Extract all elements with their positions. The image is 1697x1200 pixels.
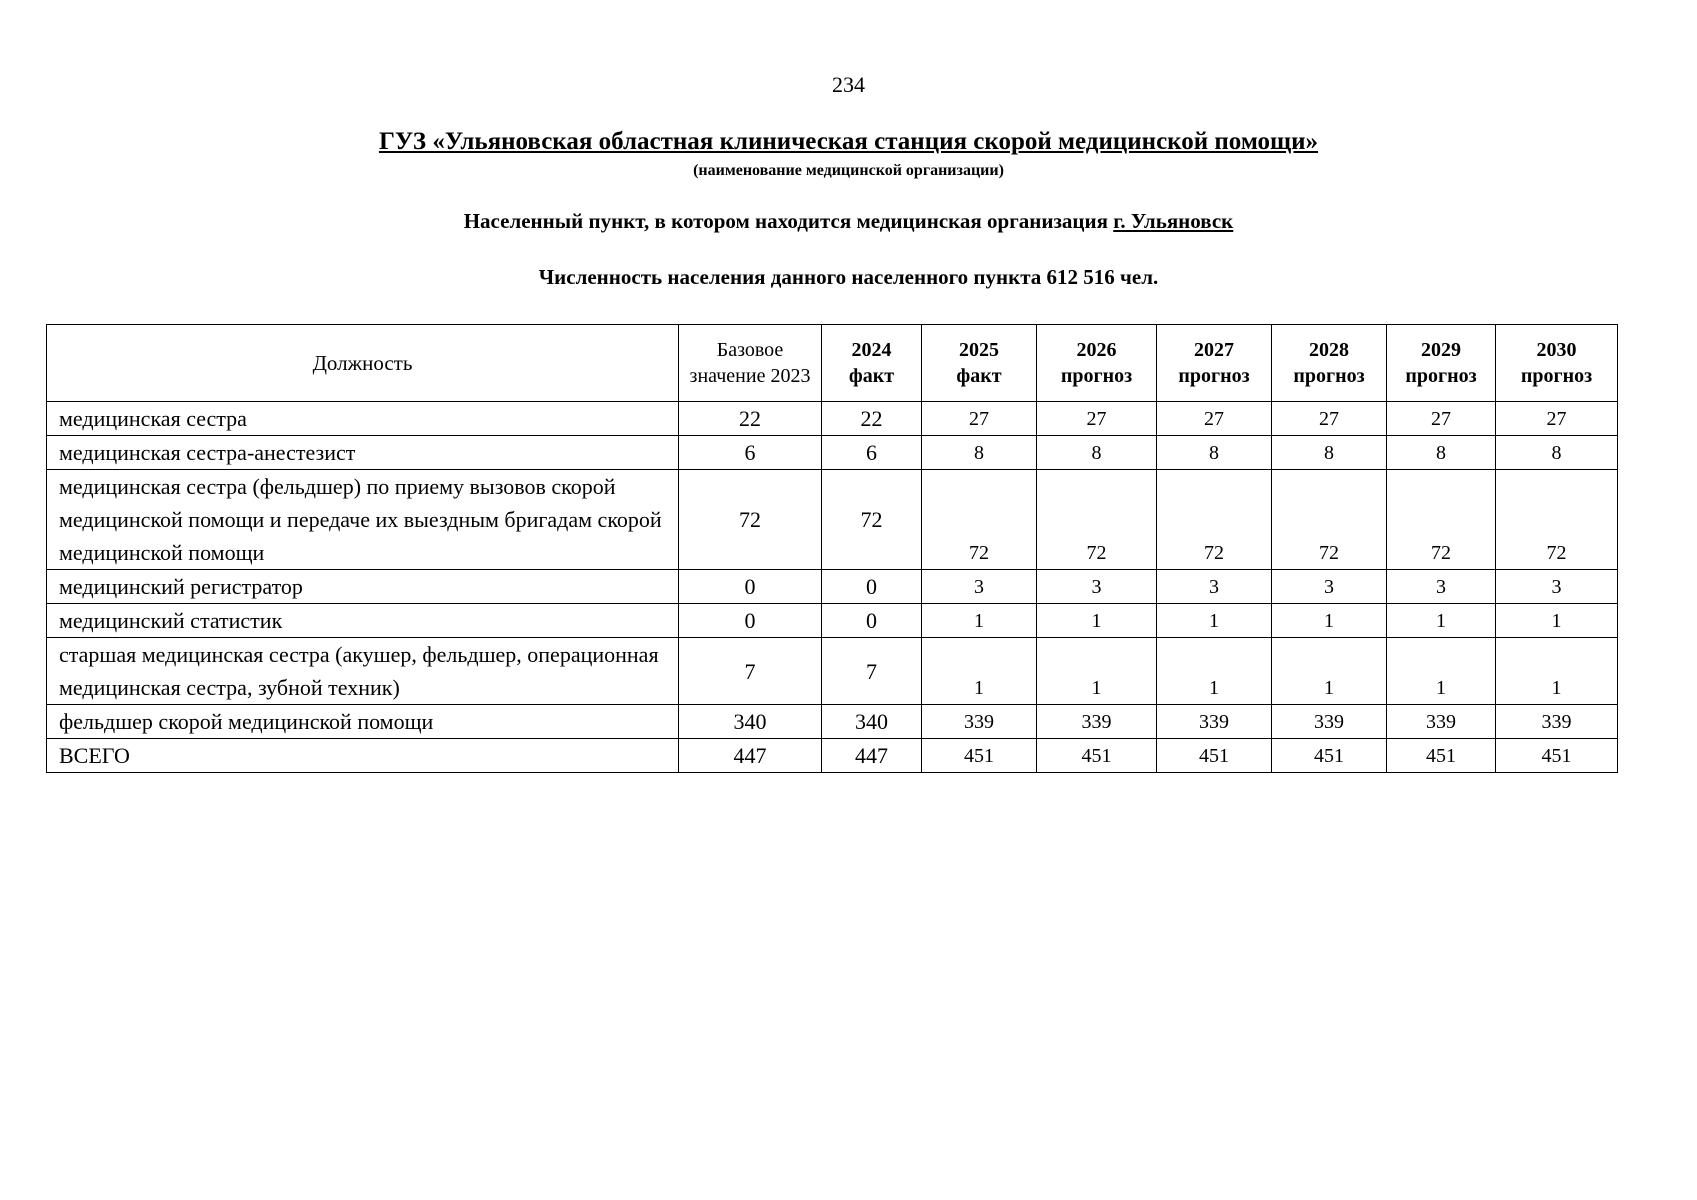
value-cell-y2030: 1 [1496,638,1618,705]
value-cell-y2024: 0 [822,604,922,638]
value-cell-y2026: 451 [1037,739,1157,773]
header-year-2024: 2024 факт [822,325,922,402]
locality-line [0,209,1697,234]
value-cell-y2030: 339 [1496,705,1618,739]
value-cell-y2028: 27 [1272,402,1387,436]
value-cell-y2026: 339 [1037,705,1157,739]
value-cell-base: 72 [679,470,822,570]
value-cell-y2024: 72 [822,470,922,570]
header-year-2030: 2030 прогноз [1496,325,1618,402]
organization-caption: (наименование медицинской организации) [693,162,1004,179]
value-cell-y2028: 3 [1272,570,1387,604]
value-cell-y2028: 1 [1272,604,1387,638]
value-cell-y2025: 339 [922,705,1037,739]
position-label: медицинский статистик [47,604,679,638]
value-cell-y2030: 27 [1496,402,1618,436]
locality-label: Населенный пункт, в котором находится медицинская организация [463,209,1108,233]
value-cell-y2028: 8 [1272,436,1387,470]
value-cell-base: 7 [679,638,822,705]
value-cell-y2029: 1 [1387,604,1496,638]
value-cell-y2027: 339 [1157,705,1272,739]
value-cell-y2025: 8 [922,436,1037,470]
header-position: Должность [47,325,679,402]
staff-table [46,324,1618,773]
header-base-value: Базовое значение 2023 [679,325,822,402]
value-cell-y2026: 1 [1037,638,1157,705]
value-cell-y2029: 72 [1387,470,1496,570]
value-cell-y2024: 6 [822,436,922,470]
value-cell-y2024: 447 [822,739,922,773]
position-label: медицинский регистратор [47,570,679,604]
value-cell-y2026: 27 [1037,402,1157,436]
table-row [47,402,1618,436]
value-cell-y2027: 1 [1157,604,1272,638]
table-row [47,436,1618,470]
header-year-2025: 2025 факт [922,325,1037,402]
value-cell-base: 340 [679,705,822,739]
table-row [47,604,1618,638]
value-cell-y2027: 451 [1157,739,1272,773]
table-row [47,570,1618,604]
value-cell-y2027: 1 [1157,638,1272,705]
value-cell-y2025: 1 [922,604,1037,638]
value-cell-y2027: 3 [1157,570,1272,604]
value-cell-y2029: 27 [1387,402,1496,436]
header-year-2027: 2027 прогноз [1157,325,1272,402]
value-cell-base: 0 [679,570,822,604]
value-cell-y2030: 8 [1496,436,1618,470]
value-cell-y2030: 72 [1496,470,1618,570]
organization-title [0,128,1697,156]
value-cell-y2026: 1 [1037,604,1157,638]
value-cell-y2030: 451 [1496,739,1618,773]
position-label: медицинская сестра [47,402,679,436]
value-cell-y2024: 7 [822,638,922,705]
value-cell-y2028: 1 [1272,638,1387,705]
position-label: медицинская сестра (фельдшер) по приему вызовов скорой медицинской помощи и передаче их выездным бригадам скорой медицинской помощи [47,470,679,570]
value-cell-y2024: 22 [822,402,922,436]
value-cell-base: 0 [679,604,822,638]
value-cell-y2029: 1 [1387,638,1496,705]
value-cell-base: 447 [679,739,822,773]
table-row [47,739,1618,773]
table-row [47,638,1618,705]
value-cell-base: 22 [679,402,822,436]
value-cell-y2029: 451 [1387,739,1496,773]
header-year-2026: 2026 прогноз [1037,325,1157,402]
value-cell-y2025: 1 [922,638,1037,705]
table-row [47,470,1618,570]
value-cell-y2029: 8 [1387,436,1496,470]
value-cell-y2030: 3 [1496,570,1618,604]
organization-name: ГУЗ «Ульяновская областная клиническая станция скорой медицинской помощи» [378,128,1319,155]
value-cell-y2029: 3 [1387,570,1496,604]
value-cell-y2028: 451 [1272,739,1387,773]
population-line: Численность населения данного населенного пункта 612 516 чел. [538,265,1159,289]
value-cell-y2028: 339 [1272,705,1387,739]
value-cell-y2025: 72 [922,470,1037,570]
value-cell-y2024: 0 [822,570,922,604]
value-cell-y2025: 27 [922,402,1037,436]
table-row [47,705,1618,739]
table-header-row [47,325,1618,402]
header-year-2028: 2028 прогноз [1272,325,1387,402]
value-cell-y2025: 3 [922,570,1037,604]
value-cell-y2024: 340 [822,705,922,739]
locality-value: г. Ульяновск [1113,209,1234,233]
position-label: фельдшер скорой медицинской помощи [47,705,679,739]
position-label: ВСЕГО [47,739,679,773]
value-cell-base: 6 [679,436,822,470]
value-cell-y2028: 72 [1272,470,1387,570]
value-cell-y2027: 72 [1157,470,1272,570]
value-cell-y2027: 27 [1157,402,1272,436]
value-cell-y2027: 8 [1157,436,1272,470]
value-cell-y2026: 3 [1037,570,1157,604]
value-cell-y2029: 339 [1387,705,1496,739]
value-cell-y2030: 1 [1496,604,1618,638]
position-label: старшая медицинская сестра (акушер, фельдшер, операционная медицинская сестра, зубной техник) [47,638,679,705]
header-year-2029: 2029 прогноз [1387,325,1496,402]
position-label: медицинская сестра-анестезист [47,436,679,470]
value-cell-y2026: 8 [1037,436,1157,470]
value-cell-y2026: 72 [1037,470,1157,570]
page-number: 234 [832,72,865,97]
value-cell-y2025: 451 [922,739,1037,773]
